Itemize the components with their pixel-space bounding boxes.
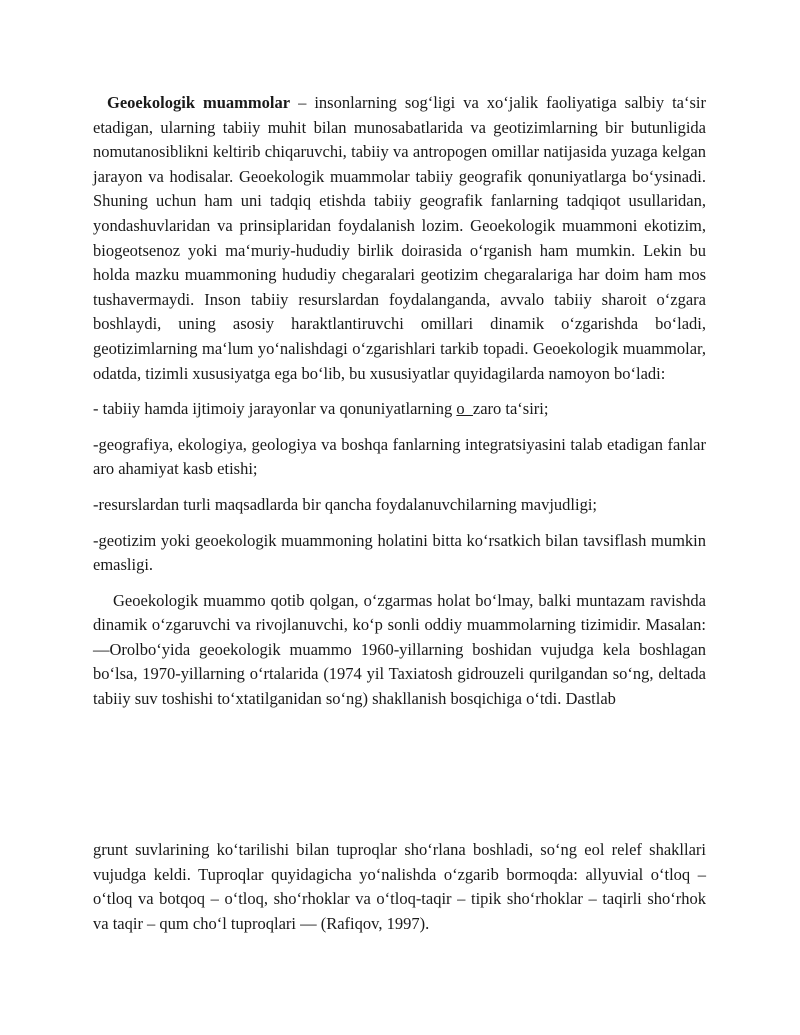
- continuation-paragraph: grunt suvlarining ko‘tarilishi bilan tuproqlar sho‘rlana boshladi, so‘ng eol relef shakllari vujudga keldi. Tuproqlar quyidagicha yo‘nalishda o‘zgarib bormoqda: allyuvial o‘tloq – o‘tloq va botqoq – o‘tloq, sho‘rhoklar va o‘tloq-taqir – tipik sho‘rhoklar – taqirli sho‘rhok va taqir – qum cho‘l tuproqlari — (Rafiqov, 1997).: [93, 840, 706, 933]
- list-item: [93, 397, 706, 422]
- list-item: -geotizim yoki geoekologik muammoning holatini bitta ko‘rsatkich bilan tavsiflash mumkin emasligi.: [93, 530, 706, 575]
- document-body: [93, 91, 706, 712]
- list-item: -resurslardan turli maqsadlarda bir qancha foydalanuvchilarning mavjudligi;: [93, 494, 597, 514]
- term-heading: Geoekologik muammolar: [107, 93, 291, 112]
- intro-text: – insonlarning sog‘ligi va xo‘jalik faoliyatiga salbiy ta‘sir etadigan, ularning tabiiy muhit bilan munosabatlarida va geotizimlarning bir butunligida nomutanosiblikni keltirib chiqaruvchi, tabiiy va antropogen omillar natijasida yuzaga kelgan jarayon va hodisalar. Geoekologik muammolar tabiiy geografik qonuniyatlarga bo‘ysinadi. Shuning uchun ham uni tadqiq etishda tabiiy geografik fanlarning tadqiqot usullaridan, yondashuvlaridan va prinsiplaridan foydalanish lozim. Geoekologik muammoni ekotizim, biogeotsenoz yoki ma‘muriy-hududiy birlik doirasida o‘rganish ham mumkin. Lekin bu holda mazku muammoning hududiy chegaralari geotizim chegaralariga har doim ham mos tushavermaydi. Inson tabiiy resurslardan foydalanganda, avvalo tabiiy sharoit o‘zgara boshlaydi, uning asosiy haraktlantiruvchi omillari dinamik o‘zgarishda bo‘ladi, geotizimlarning ma‘lum yo‘nalishdagi o‘zgarishlari tarkib topadi. Geoekologik muammolar, odatda, tizimli xususiyatga ega bo‘lib, bu xususiyatlar quyidagilarda namoyon bo‘ladi:: [93, 93, 706, 383]
- list-item-text-start: - tabiiy hamda ijtimoiy jarayonlar va qonuniyatlarning: [93, 399, 457, 419]
- intro-paragraph: [93, 91, 706, 386]
- underlined-fragment: o_: [456, 399, 473, 419]
- list-item: -geografiya, ekologiya, geologiya va boshqa fanlarning integratsiyasini talab etadigan fanlar aro ahamiyat kasb etishi;: [93, 434, 706, 479]
- continuation-block: [93, 838, 706, 936]
- body-paragraph: Geoekologik muammo qotib qolgan, o‘zgarmas holat bo‘lmay, balki muntazam ravishda dinamik o‘zgaruvchi va rivojlanuvchi, ko‘p sonli oddiy muammolarning tizimidir. Masalan: —Orolbo‘yida geoekologik muammo 1960-yillarning boshidan vujudga kela boshlagan bo‘lsa, 1970-yillarning o‘rtalarida (1974 yil Taxiatosh gidrouzeli qurilgandan so‘ng, deltada tabiiy suv toshishi to‘xtatilganidan so‘ng) shakllanish bosqichiga o‘tdi. Dastlab: [93, 590, 706, 709]
- list-item-text-end: zaro ta‘siri;: [472, 399, 549, 419]
